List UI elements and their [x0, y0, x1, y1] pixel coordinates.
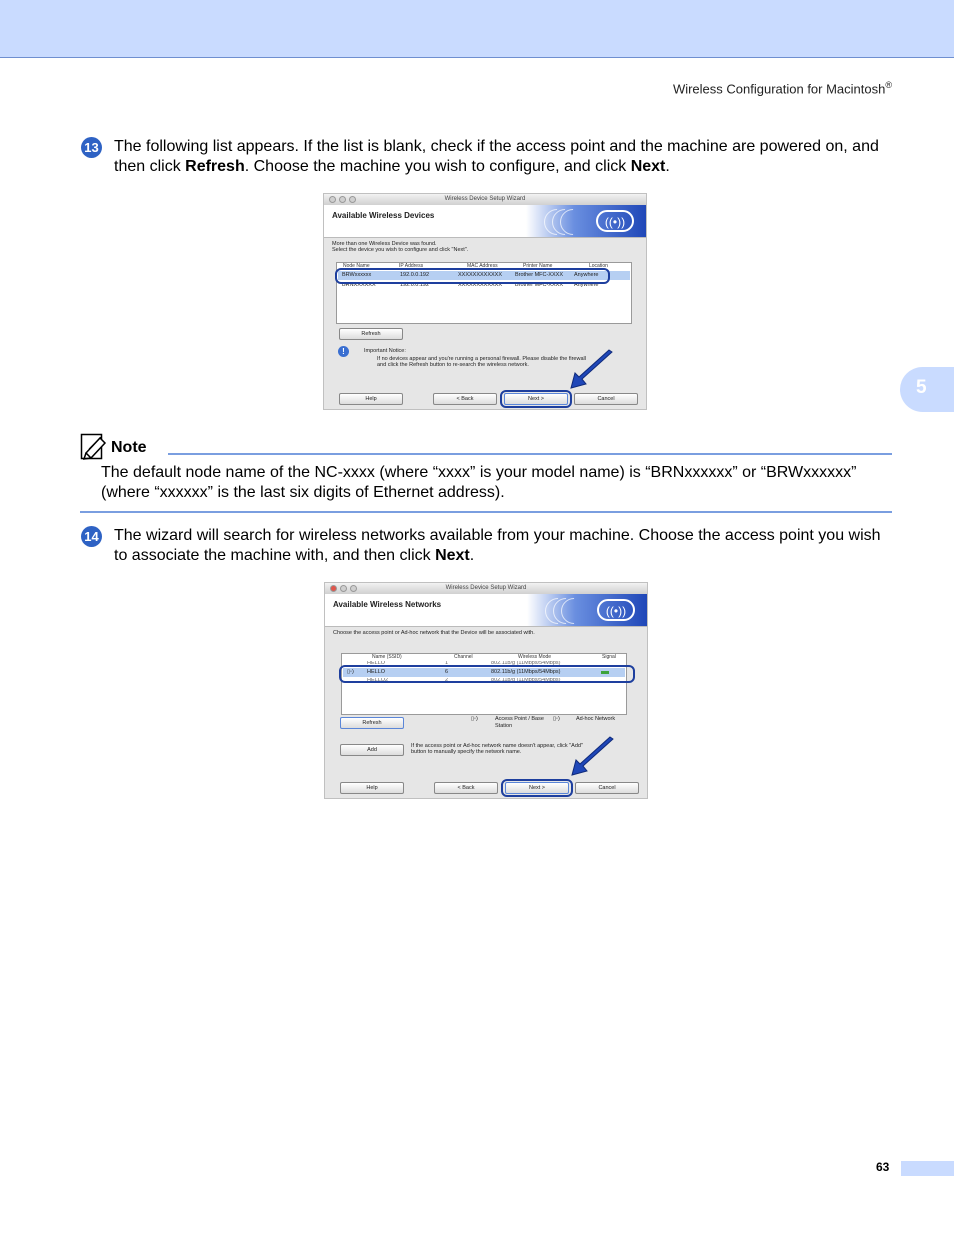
banner-title: Available Wireless Devices: [332, 211, 435, 220]
selection-highlight: [335, 268, 610, 284]
column-header[interactable]: Name (SSID): [372, 654, 402, 660]
header-band: [0, 0, 954, 58]
help-button[interactable]: Help: [339, 393, 403, 405]
wizard-banner: [324, 205, 646, 238]
table-row[interactable]: ▯◦) HELLO 6 802.11b/g (11Mbps/54Mbps): [343, 668, 625, 677]
access-point-icon: ▯◦): [347, 669, 354, 675]
selection-highlight: [339, 665, 635, 683]
step-13-text: The following list appears. If the list is blank, check if the access point and the machine are powered on, and then click Refresh. Choose the machine you wish to configure, and click Next.: [114, 138, 879, 175]
column-header[interactable]: Signal: [602, 654, 616, 660]
network-list[interactable]: [341, 653, 627, 715]
notice-line-1: If no devices appear and you're running a personal firewall. Please disable the firewall: [377, 356, 586, 362]
column-header[interactable]: Node Name: [343, 263, 370, 269]
note-bottom-divider: [80, 511, 892, 513]
screenshot-available-networks: [324, 582, 648, 799]
column-header[interactable]: Channel: [454, 654, 473, 660]
column-header[interactable]: Wireless Mode: [518, 654, 552, 660]
back-button[interactable]: < Back: [434, 782, 498, 794]
adhoc-legend-icon: ▯◦): [553, 716, 560, 722]
intro-line-1: More than one Wireless Device was found.: [332, 241, 437, 247]
column-header[interactable]: MAC Address: [467, 263, 498, 269]
note-divider: [168, 453, 892, 455]
footer-band: [901, 1161, 954, 1176]
legend-access-point: Access Point / Base Station: [495, 716, 544, 729]
banner-title: Available Wireless Networks: [333, 600, 442, 609]
cancel-button[interactable]: Cancel: [574, 393, 638, 405]
wireless-waves-graphic: [527, 594, 647, 626]
add-button[interactable]: Add: [340, 744, 404, 756]
next-button[interactable]: Next >: [505, 782, 569, 794]
column-header[interactable]: IP Address: [399, 263, 424, 269]
legend-adhoc: Ad-hoc Network: [576, 716, 616, 722]
note-text: The default node name of the NC-xxxx (where “xxxx” is your model name) is “BRNxxxxxx” or “BRWxxxxxx” (where “xxxxxx” is the last six digits of Ethernet address).: [101, 464, 857, 501]
table-row[interactable]: HELLO2 2 802.11b/g (11Mbps/54Mbps): [367, 678, 561, 683]
intro-text: Choose the access point or Ad-hoc network that the Device will be associated with.: [333, 630, 535, 636]
cancel-button[interactable]: Cancel: [575, 782, 639, 794]
intro-line-2: Select the device you wish to configure and click "Next".: [332, 247, 469, 253]
step-14-text: The wizard will search for wireless networks available from your machine. Choose the access point you wish to associate the machine with, and then click Next.: [114, 527, 881, 564]
back-button[interactable]: < Back: [433, 393, 497, 405]
wireless-waves-graphic: [526, 205, 646, 237]
note-label: Note: [111, 439, 147, 456]
table-row[interactable]: HELLO 1 802.11b/g (11Mbps/54Mbps): [367, 661, 561, 666]
running-header: Wireless Configuration for Macintosh®: [672, 80, 892, 97]
screenshot-available-devices: [323, 193, 647, 410]
table-row[interactable]: BRNXXXXXX 192.0.0.192 XXXXXXXXXXXX Brother MFC-XXXX Anywhere: [342, 282, 599, 288]
wireless-logo-icon: ((•)): [596, 210, 634, 232]
add-help-line-1: If the access point or Ad-hoc network name doesn't appear, click "Add": [411, 743, 583, 749]
next-button[interactable]: Next >: [504, 393, 568, 405]
window-title: Wireless Device Setup Wizard: [444, 196, 526, 202]
step-14-marker: 14: [81, 526, 102, 547]
wizard-banner: [325, 594, 647, 627]
refresh-button[interactable]: Refresh: [339, 328, 403, 340]
step-13-marker: 13: [81, 137, 102, 158]
help-button[interactable]: Help: [340, 782, 404, 794]
chapter-tab: 5: [900, 367, 954, 412]
access-point-legend-icon: ▯◦): [471, 716, 478, 722]
page-number: 63: [876, 1160, 890, 1174]
refresh-button[interactable]: Refresh: [340, 717, 404, 729]
pointer-arrow-icon: [568, 349, 616, 391]
column-header[interactable]: Location: [589, 263, 608, 269]
note-pencil-icon: [80, 433, 108, 461]
pointer-arrow-icon: [569, 736, 617, 778]
info-icon: !: [338, 346, 349, 357]
wireless-logo-icon: ((•)): [597, 599, 635, 621]
table-row[interactable]: BRWxxxxxx 192.0.0.192 XXXXXXXXXXXX Brother MFC-XXXX Anywhere: [338, 271, 630, 280]
next-highlight: [500, 390, 572, 408]
window-title: Wireless Device Setup Wizard: [445, 585, 527, 591]
notice-title: Important Notice:: [364, 348, 406, 354]
next-highlight: [501, 779, 573, 797]
column-header[interactable]: Printer Name: [523, 263, 553, 269]
add-help-line-2: button to manually specify the network name.: [411, 749, 522, 755]
notice-line-2: and click the Refresh button to re-search the wireless network.: [377, 362, 529, 368]
